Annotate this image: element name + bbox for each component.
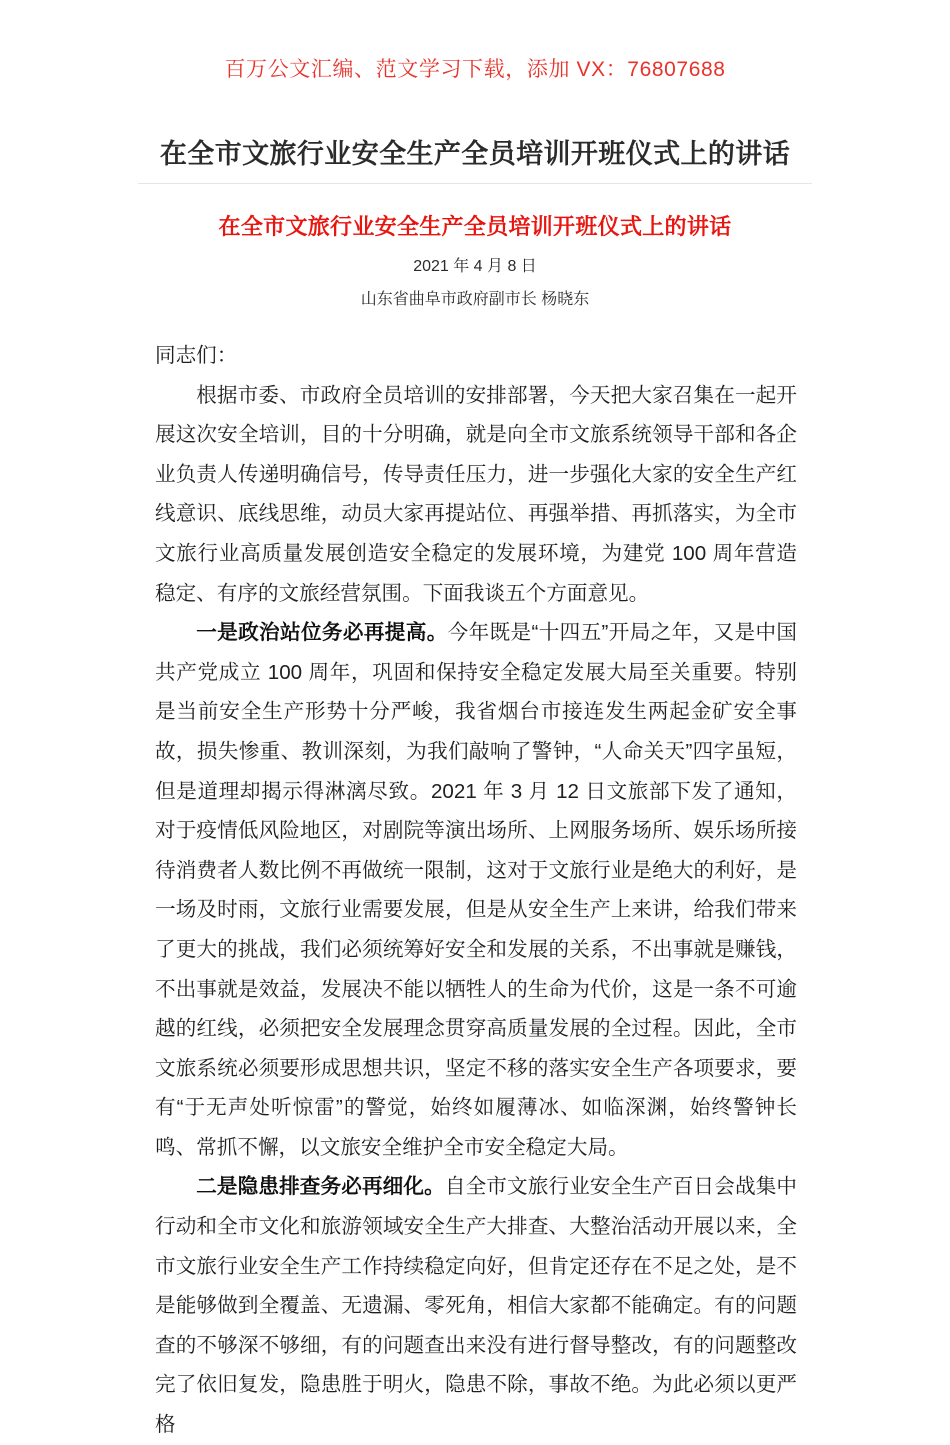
paragraph-text: 根据市委、市政府全员培训的安排部署，今天把大家召集在一起开展这次安全培训，目的十分明确，就是向全市文旅系统领导干部和各企业负责人传递明确信号，传导责任压力，进一步强化大家的安全生产红线意识、底线思维，动员大家再提站位、再强举措、再抓落实，为全市文旅行业高质量发展创造安全稳定的发展环境，为建党 100 周年营造稳定、有序的文旅经营氛围。下面我谈五个方面意见。 — [155, 383, 797, 605]
document-byline: 山东省曲阜市政府副市长 杨晓东 — [360, 291, 590, 308]
paragraph-lead: 一是政治站位务必再提高。 — [196, 621, 448, 645]
paragraph — [155, 1167, 797, 1444]
paragraph — [155, 613, 797, 1167]
page-title: 在全市文旅行业安全生产全员培训开班仪式上的讲话 — [159, 139, 791, 169]
document-date: 2021 年 4 月 8 日 — [413, 258, 537, 275]
salutation: 同志们： — [155, 344, 238, 367]
paragraph-text: 今年既是“十四五”开局之年，又是中国共产党成立 100 周年，巩固和保持安全稳定发展大局至关重要。特别是当前安全生产形势十分严峻，我省烟台市接连发生两起金矿安全事故，损失惨重、教训深刻，为我们敲响了警钟，“人命关天”四字虽短，但是道理却揭示得淋漓尽致。2021 年 3 月 12 日文旅部下发了通知，对于疫情低风险地区，对剧院等演出场所、上网服务场所、娱乐场所接待消费者人数比例不再做统一限制，这对于文旅行业是绝大的利好，是一场及时雨，文旅行业需要发展，但是从安全生产上来讲，给我们带来了更大的挑战，我们必须统筹好安全和发展的关系，不出事就是赚钱，不出事就是效益，发展决不能以牺牲人的生命为代价，这是一条不可逾越的红线，必须把安全发展理念贯穿高质量发展的全过程。因此，全市文旅系统必须要形成思想共识，坚定不移的落实安全生产各项要求，要有“于无声处听惊雷”的警觉，始终如履薄冰、如临深渊，始终警钟长鸣、常抓不懈，以文旅安全维护全市安全稳定大局。 — [155, 621, 798, 1159]
document-body — [155, 336, 797, 1445]
paragraph — [155, 376, 797, 614]
paragraph-lead: 二是隐患排查务必再细化。 — [196, 1175, 445, 1199]
title-divider — [138, 183, 812, 184]
document-red-heading: 在全市文旅行业安全生产全员培训开班仪式上的讲话 — [218, 214, 732, 239]
promo-watermark-text: 百万公文汇编、范文学习下载，添加 VX：76807688 — [224, 58, 726, 81]
paragraph-text: 自全市文旅行业安全生产百日会战集中行动和全市文化和旅游领域安全生产大排查、大整治活动开展以来，全市文旅行业安全生产工作持续稳定向好，但肯定还存在不足之处，是不是能够做到全覆盖、无遗漏、零死角，相信大家都不能确定。有的问题查的不够深不够细，有的问题查出来没有进行督导整改，有的问题整改完了依旧复发，隐患胜于明火，隐患不除，事故不绝。为此必须以更严格 — [155, 1175, 798, 1437]
